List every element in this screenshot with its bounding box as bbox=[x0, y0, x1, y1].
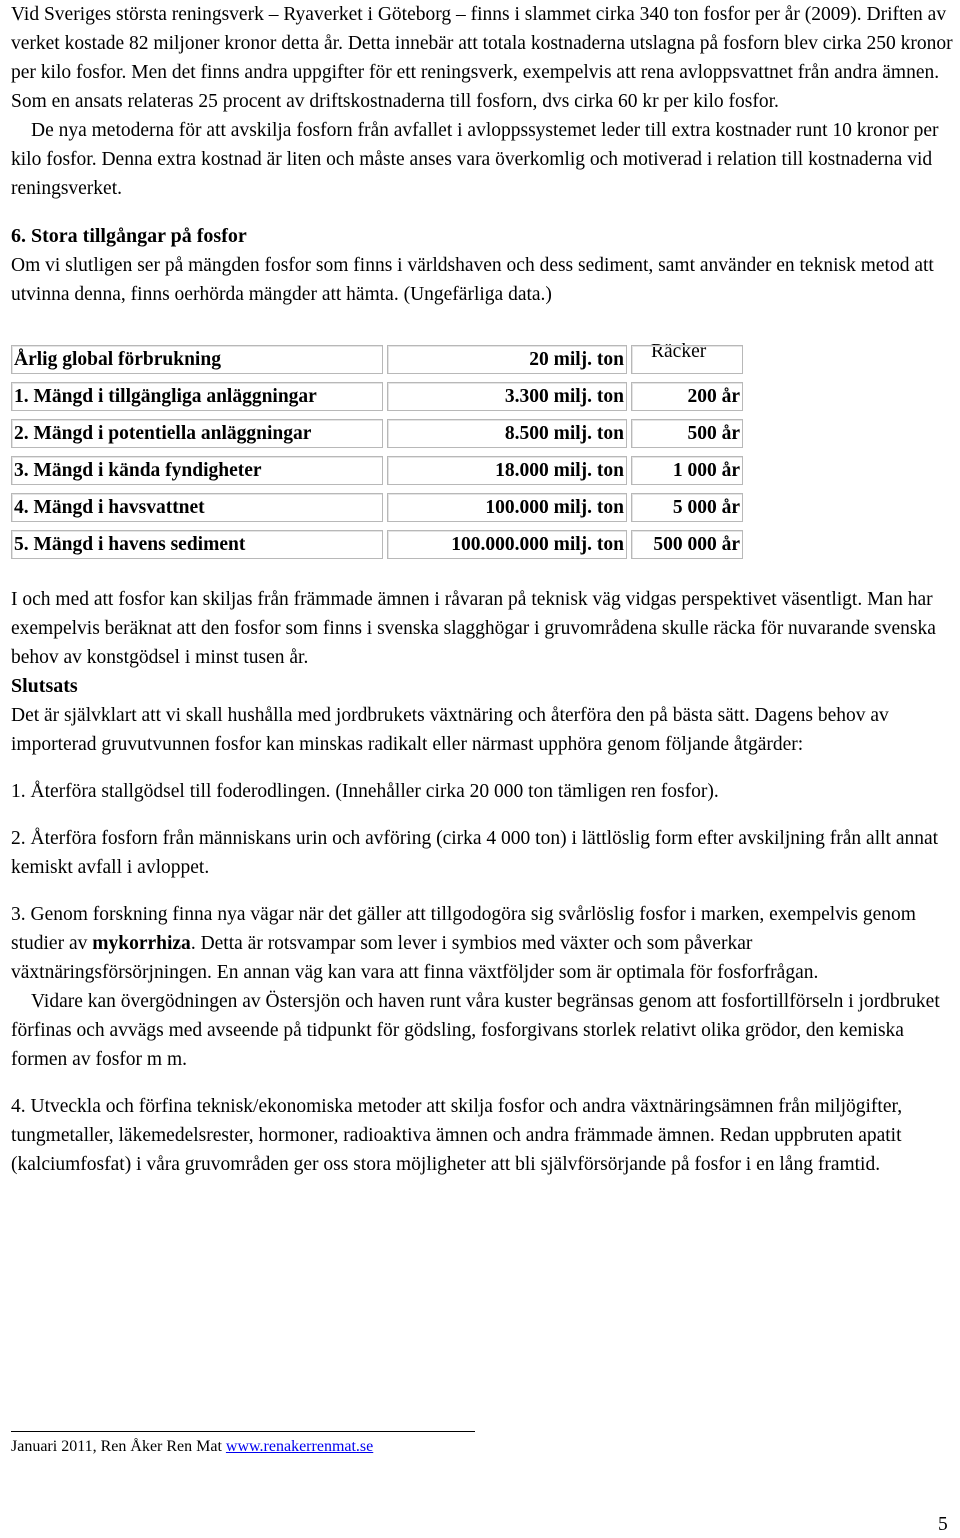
list-item-3 bbox=[11, 900, 956, 987]
list-item-3-keyword: mykorrhiza bbox=[92, 933, 191, 954]
table-row bbox=[11, 345, 743, 374]
row-amount: 100.000 milj. ton bbox=[387, 493, 627, 522]
row-label: 1. Mängd i tillgängliga anläggningar bbox=[11, 382, 383, 411]
table-row bbox=[11, 456, 743, 485]
footer bbox=[11, 1437, 373, 1457]
list-item-1: 1. Återföra stallgödsel till foderodlingen. (Innehåller cirka 20 000 ton tämligen ren fosfor). bbox=[11, 781, 719, 802]
conclusion-title: Slutsats bbox=[11, 675, 78, 697]
reserves-table-area bbox=[11, 337, 756, 567]
footer-text: Januari 2011, Ren Åker Ren Mat bbox=[11, 1438, 226, 1455]
paragraph-perspective: I och med att fosfor kan skiljas från främmade ämnen i råvaran på teknisk väg vidgas perspektivet väsentligt. Man har exempelvis beräknat att den fosfor som finns i svenska slagghögar i gruvområdena skulle räcka för nuvarande svenska behov av konstgödsel i minst tusen år. bbox=[11, 589, 936, 668]
row-years bbox=[631, 345, 743, 374]
page-number: 5 bbox=[938, 1514, 948, 1535]
table-row bbox=[11, 530, 743, 559]
paragraph-new-methods: De nya metoderna för att avskilja fosforn från avfallet i avloppssystemet leder till extra kostnader runt 10 kronor per kilo fosfor. Denna extra kostnad är liten och måste anses vara överkomlig och motiverad i relation till kostnaderna vid reningsverket. bbox=[11, 120, 939, 199]
row-label: Årlig global förbrukning bbox=[11, 345, 383, 374]
table-row bbox=[11, 493, 743, 522]
list-item-4: 4. Utveckla och förfina teknisk/ekonomiska metoder att skilja fosfor och andra växtnäringsämnen från miljögifter, tungmetaller, läkemedelsrester, hormoner, radioaktiva ämnen och andra främmade ämnen. Redan uppbruten apatit (kalciumfosfat) i våra gruvområden ger oss stora möjligheter att bli självförsörjande på fosfor i en lång framtid. bbox=[11, 1096, 903, 1175]
footer-website-link[interactable]: www.renakerrenmat.se bbox=[225, 1438, 374, 1455]
row-years: 500 000 år bbox=[631, 530, 743, 559]
reserves-table bbox=[7, 337, 747, 567]
document-page bbox=[11, 0, 956, 1179]
section-title: 6. Stora tillgångar på fosfor bbox=[11, 225, 247, 247]
conclusion-intro: Det är självklart att vi skall hushålla med jordbrukets växtnäring och återföra den på bästa sätt. Dagens behov av importerad gruvutvunnen fosfor kan minskas radikalt eller närmast upphöra genom följande åtgärder: bbox=[11, 705, 889, 755]
row-label: 3. Mängd i kända fyndigheter bbox=[11, 456, 383, 485]
row-label: 2. Mängd i potentiella anläggningar bbox=[11, 419, 383, 448]
table-row bbox=[11, 419, 743, 448]
list-item-3-text-start: 3. Genom forskning finna nya vägar när det gäller att tillgodogöra sig svårlöslig fosfor i marken, exempelvis genom studier av bbox=[11, 904, 916, 954]
footnote-rule bbox=[11, 1431, 475, 1432]
row-years: 200 år bbox=[631, 382, 743, 411]
row-years: 500 år bbox=[631, 419, 743, 448]
list-item-2: 2. Återföra fosforn från människans urin och avföring (cirka 4 000 ton) i lättlöslig form efter avskiljning från allt annat kemiskt avfall i avloppet. bbox=[11, 828, 939, 878]
row-years: 5 000 år bbox=[631, 493, 743, 522]
row-label: 4. Mängd i havsvattnet bbox=[11, 493, 383, 522]
row-label: 5. Mängd i havens sediment bbox=[11, 530, 383, 559]
section-intro: Om vi slutligen ser på mängden fosfor som finns i världshaven och dess sediment, samt använder en teknisk metod att utvinna denna, finns oerhörda mängder att hämta. (Ungefärliga data.) bbox=[11, 255, 934, 305]
column-header-years: Räcker bbox=[651, 341, 707, 362]
row-amount: 100.000.000 milj. ton bbox=[387, 530, 627, 559]
row-amount: 20 milj. ton bbox=[387, 345, 627, 374]
row-amount: 18.000 milj. ton bbox=[387, 456, 627, 485]
table-row bbox=[11, 382, 743, 411]
list-item-3-continued: Vidare kan övergödningen av Östersjön och haven runt våra kuster begränsas genom att fosfortillförseln i jordbruket förfinas och avvägs med avseende på tidpunkt för gödsling, fosforgivans storlek relativt olika grödor, den kemiska formen av fosfor m m. bbox=[11, 991, 940, 1070]
list-item-3-text-end: . Detta är rotsvampar som lever i symbios med växter och som påverkar växtnäringsförsörjningen. En annan väg kan vara att finna växtföljder som är optimala för fosforfrågan. bbox=[11, 933, 819, 983]
row-amount: 3.300 milj. ton bbox=[387, 382, 627, 411]
row-years: 1 000 år bbox=[631, 456, 743, 485]
row-amount: 8.500 milj. ton bbox=[387, 419, 627, 448]
paragraph-ryaverket: Vid Sveriges största reningsverk – Ryaverket i Göteborg – finns i slammet cirka 340 ton fosfor per år (2009). Driften av verket kostade 82 miljoner kronor detta år. Detta innebär att totala kostnaderna utslagna på fosforn blev cirka 250 kronor per kilo fosfor. Men det finns andra uppgifter för ett reningsverk, exempelvis att rena avloppsvattnet från andra ämnen. Som en ansats relateras 25 procent av driftskostnaderna till fosforn, dvs cirka 60 kr per kilo fosfor. bbox=[11, 4, 953, 112]
